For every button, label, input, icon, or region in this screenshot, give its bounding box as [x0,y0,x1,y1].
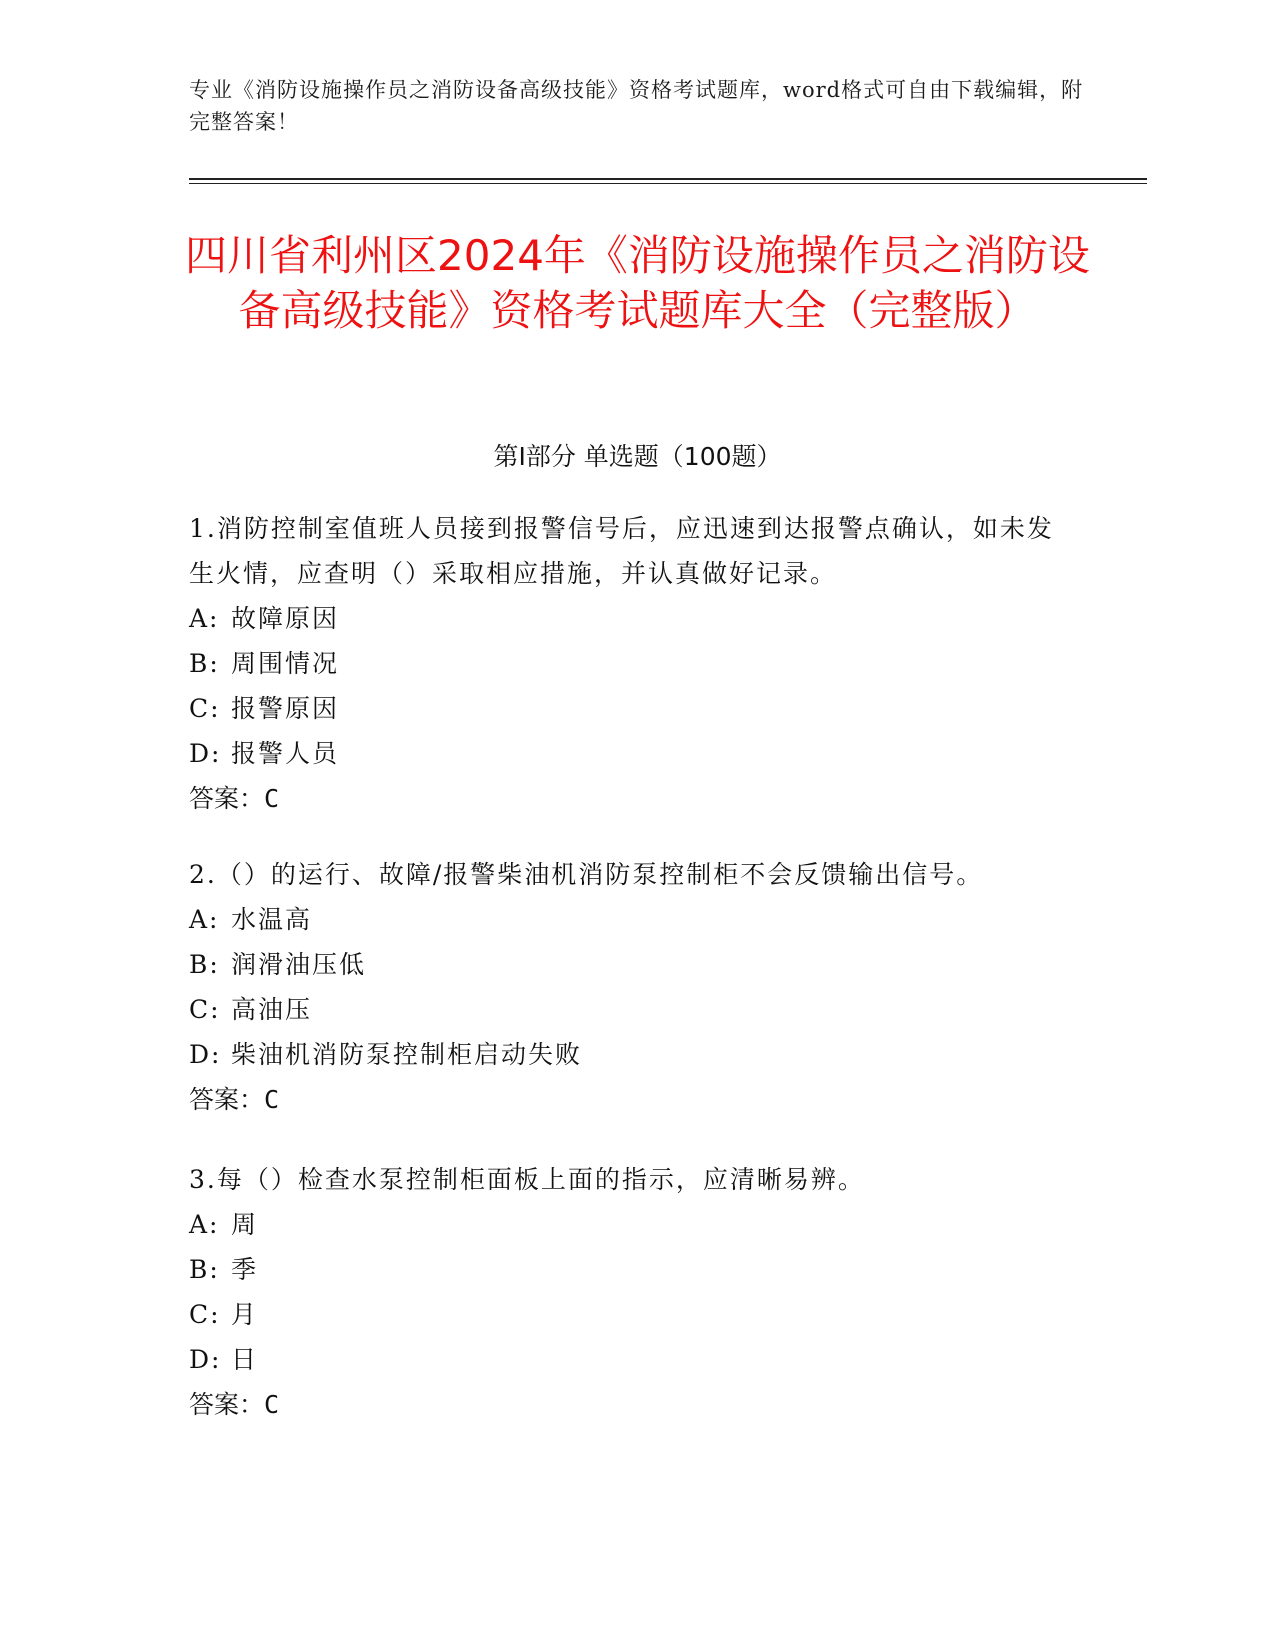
option-c [189,987,1069,1032]
question-stem: 2.（）的运行、故障/报警柴油机消防泵控制柜不会反馈输出信号。 [189,860,984,889]
document-title: 四川省利州区2024年《消防设施操作员之消防设备高级技能》资格考试题库大全（完整版） [185,231,1090,335]
option-text: 报警人员 [231,739,340,768]
option-d [189,731,1069,776]
option-letter: C: [189,694,221,723]
option-text: 日 [231,1345,259,1374]
answer-line [189,1382,1069,1427]
answer-value: C [264,1085,280,1114]
question-3 [189,1157,1069,1427]
answer-line [189,1077,1069,1122]
option-letter: D: [189,1040,222,1069]
option-letter: A: [189,604,220,633]
header-note: 专业《消防设施操作员之消防设备高级技能》资格考试题库，word格式可自由下载编辑，附完整答案！ [189,78,1084,134]
question-2 [189,852,1069,1122]
option-text: 润滑油压低 [231,950,367,979]
option-letter: A: [189,905,220,934]
option-letter: B: [189,950,220,979]
option-text: 报警原因 [231,694,340,723]
option-text: 水温高 [231,905,313,934]
option-b [189,641,1069,686]
option-letter: B: [189,649,220,678]
option-text: 周 [231,1210,259,1239]
option-letter: A: [189,1210,220,1239]
option-d [189,1032,1069,1077]
header-divider-thin [189,183,1147,184]
option-letter: D: [189,739,222,768]
option-c [189,686,1069,731]
option-text: 月 [231,1300,259,1329]
option-a [189,596,1069,641]
question-stem: 1.消防控制室值班人员接到报警信号后，应迅速到达报警点确认，如未发生火情，应查明（）采取相应措施，并认真做好记录。 [189,514,1054,588]
option-letter: C: [189,1300,221,1329]
section-heading: 第Ⅰ部分 单选题（100题） [493,442,782,471]
option-text: 高油压 [231,995,313,1024]
option-text: 周围情况 [231,649,340,678]
answer-label: 答案： [189,1390,265,1419]
question-stem: 3.每（）检查水泵控制柜面板上面的指示，应清晰易辨。 [189,1165,865,1194]
answer-line [189,776,1069,821]
question-1 [189,506,1069,821]
option-c [189,1292,1069,1337]
option-letter: B: [189,1255,220,1284]
option-letter: D: [189,1345,222,1374]
answer-label: 答案： [189,784,265,813]
answer-label: 答案： [189,1085,265,1114]
option-letter: C: [189,995,221,1024]
option-d [189,1337,1069,1382]
option-b [189,942,1069,987]
option-text: 季 [231,1255,259,1284]
answer-value: C [264,784,280,813]
answer-value: C [264,1390,280,1419]
option-text: 故障原因 [231,604,340,633]
option-text: 柴油机消防泵控制柜启动失败 [231,1040,583,1069]
option-a [189,1202,1069,1247]
header-divider-thick [189,178,1147,180]
option-a [189,897,1069,942]
option-b [189,1247,1069,1292]
